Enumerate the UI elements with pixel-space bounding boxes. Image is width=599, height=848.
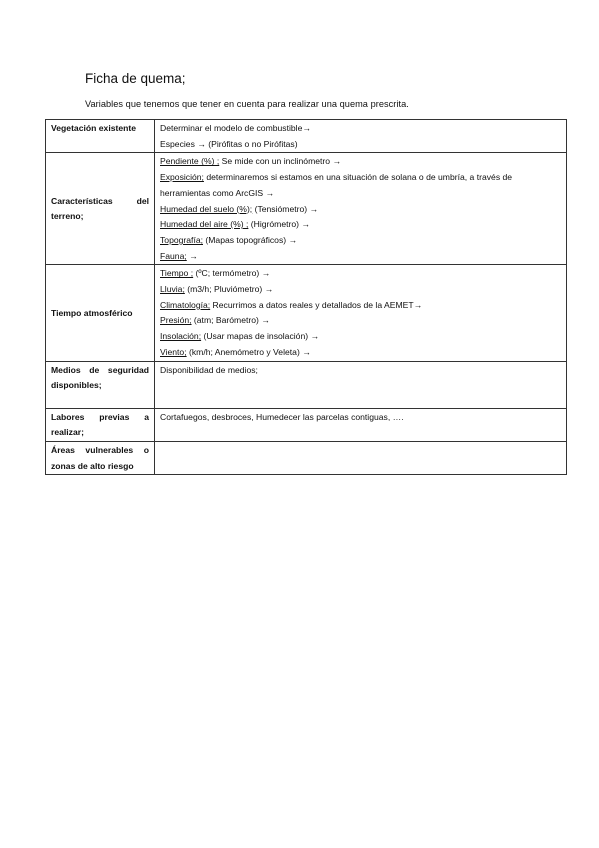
row-content-medios [155,361,567,408]
term-detail: determinaremos si estamos en una situación de solana o de umbría, a través de herramientas como ArcGIS → [160,172,513,198]
table-row-areas [46,441,567,474]
term-presion: Presión; [160,315,192,326]
content-line [160,233,561,249]
table-row-medios [46,361,567,408]
term-pendiente: Pendiente (%) ; [160,156,220,167]
term-lluvia: Lluvia; [160,284,185,295]
term-humedad-aire: Humedad del aire (%) ; [160,219,249,230]
content-line [160,249,561,265]
term-detail: (Tensiómetro) → [252,203,319,214]
term-detail: (Mapas topográficos) → [203,234,298,245]
content-line [160,217,561,233]
term-detail: (m3/h; Pluviómetro) → [184,284,274,295]
term-insolacion: Insolación; [160,331,202,342]
document-title: Ficha de quema; [85,71,186,86]
row-content-terreno [155,153,567,265]
row-content-areas [155,441,567,474]
table-row-tiempo [46,265,567,361]
row-label-terreno: Características del terreno; [46,153,155,265]
burn-sheet-table [45,119,567,475]
term-detail: Recurrimos a datos reales y detallados de la AEMET→ [210,299,423,310]
term-detail: (km/h; Anemómetro y Veleta) → [186,346,311,357]
term-humedad-suelo: Humedad del suelo (%); [160,203,253,214]
row-label-vegetacion: Vegetación existente [46,120,155,153]
term-detail: → [186,250,198,261]
term-detail: (ºC; termómetro) → [193,268,271,279]
row-content-tiempo [155,265,567,361]
term-detail: (Higrómetro) → [248,219,310,230]
row-label-medios: Medios de seguridad disponibles; [46,361,155,408]
document-subtitle: Variables que tenemos que tener en cuenta para realizar una quema prescrita. [85,99,409,109]
content-line: Determinar el modelo de combustible→ [160,123,311,133]
content-line: Disponibilidad de medios; [160,364,258,375]
term-tiempo: Tiempo ; [160,268,194,279]
row-content-labores [155,408,567,441]
content-line [160,266,561,282]
content-line [160,282,561,298]
row-content-vegetacion [155,120,567,153]
table-row-labores [46,408,567,441]
table-row-terreno [46,153,567,265]
content-line [160,329,561,345]
term-topografia: Topografía; [160,234,203,245]
term-detail: (Usar mapas de insolación) → [201,331,320,342]
row-label-areas: Áreas vulnerables o zonas de alto riesgo [46,441,155,474]
content-line [160,202,561,218]
content-line [160,313,561,329]
content-line: Especies → (Pirófitas o no Pirófitas) [160,138,298,149]
content-line: Cortafuegos, desbroces, Humedecer las parcelas contiguas, …. [160,411,404,422]
content-line [160,345,561,361]
term-climatologia: Climatología; [160,299,211,310]
table-row-vegetacion [46,120,567,153]
term-viento: Viento; [160,346,187,357]
content-line [160,170,561,201]
row-label-labores: Labores previas a realizar; [46,408,155,441]
term-detail: Se mide con un inclinómetro → [219,156,342,167]
term-detail: (atm; Barómetro) → [191,315,270,326]
content-line [160,298,561,314]
row-label-tiempo: Tiempo atmosférico [46,265,155,361]
term-fauna: Fauna; [160,250,187,261]
term-exposicion: Exposición; [160,172,204,183]
content-line [160,154,561,170]
